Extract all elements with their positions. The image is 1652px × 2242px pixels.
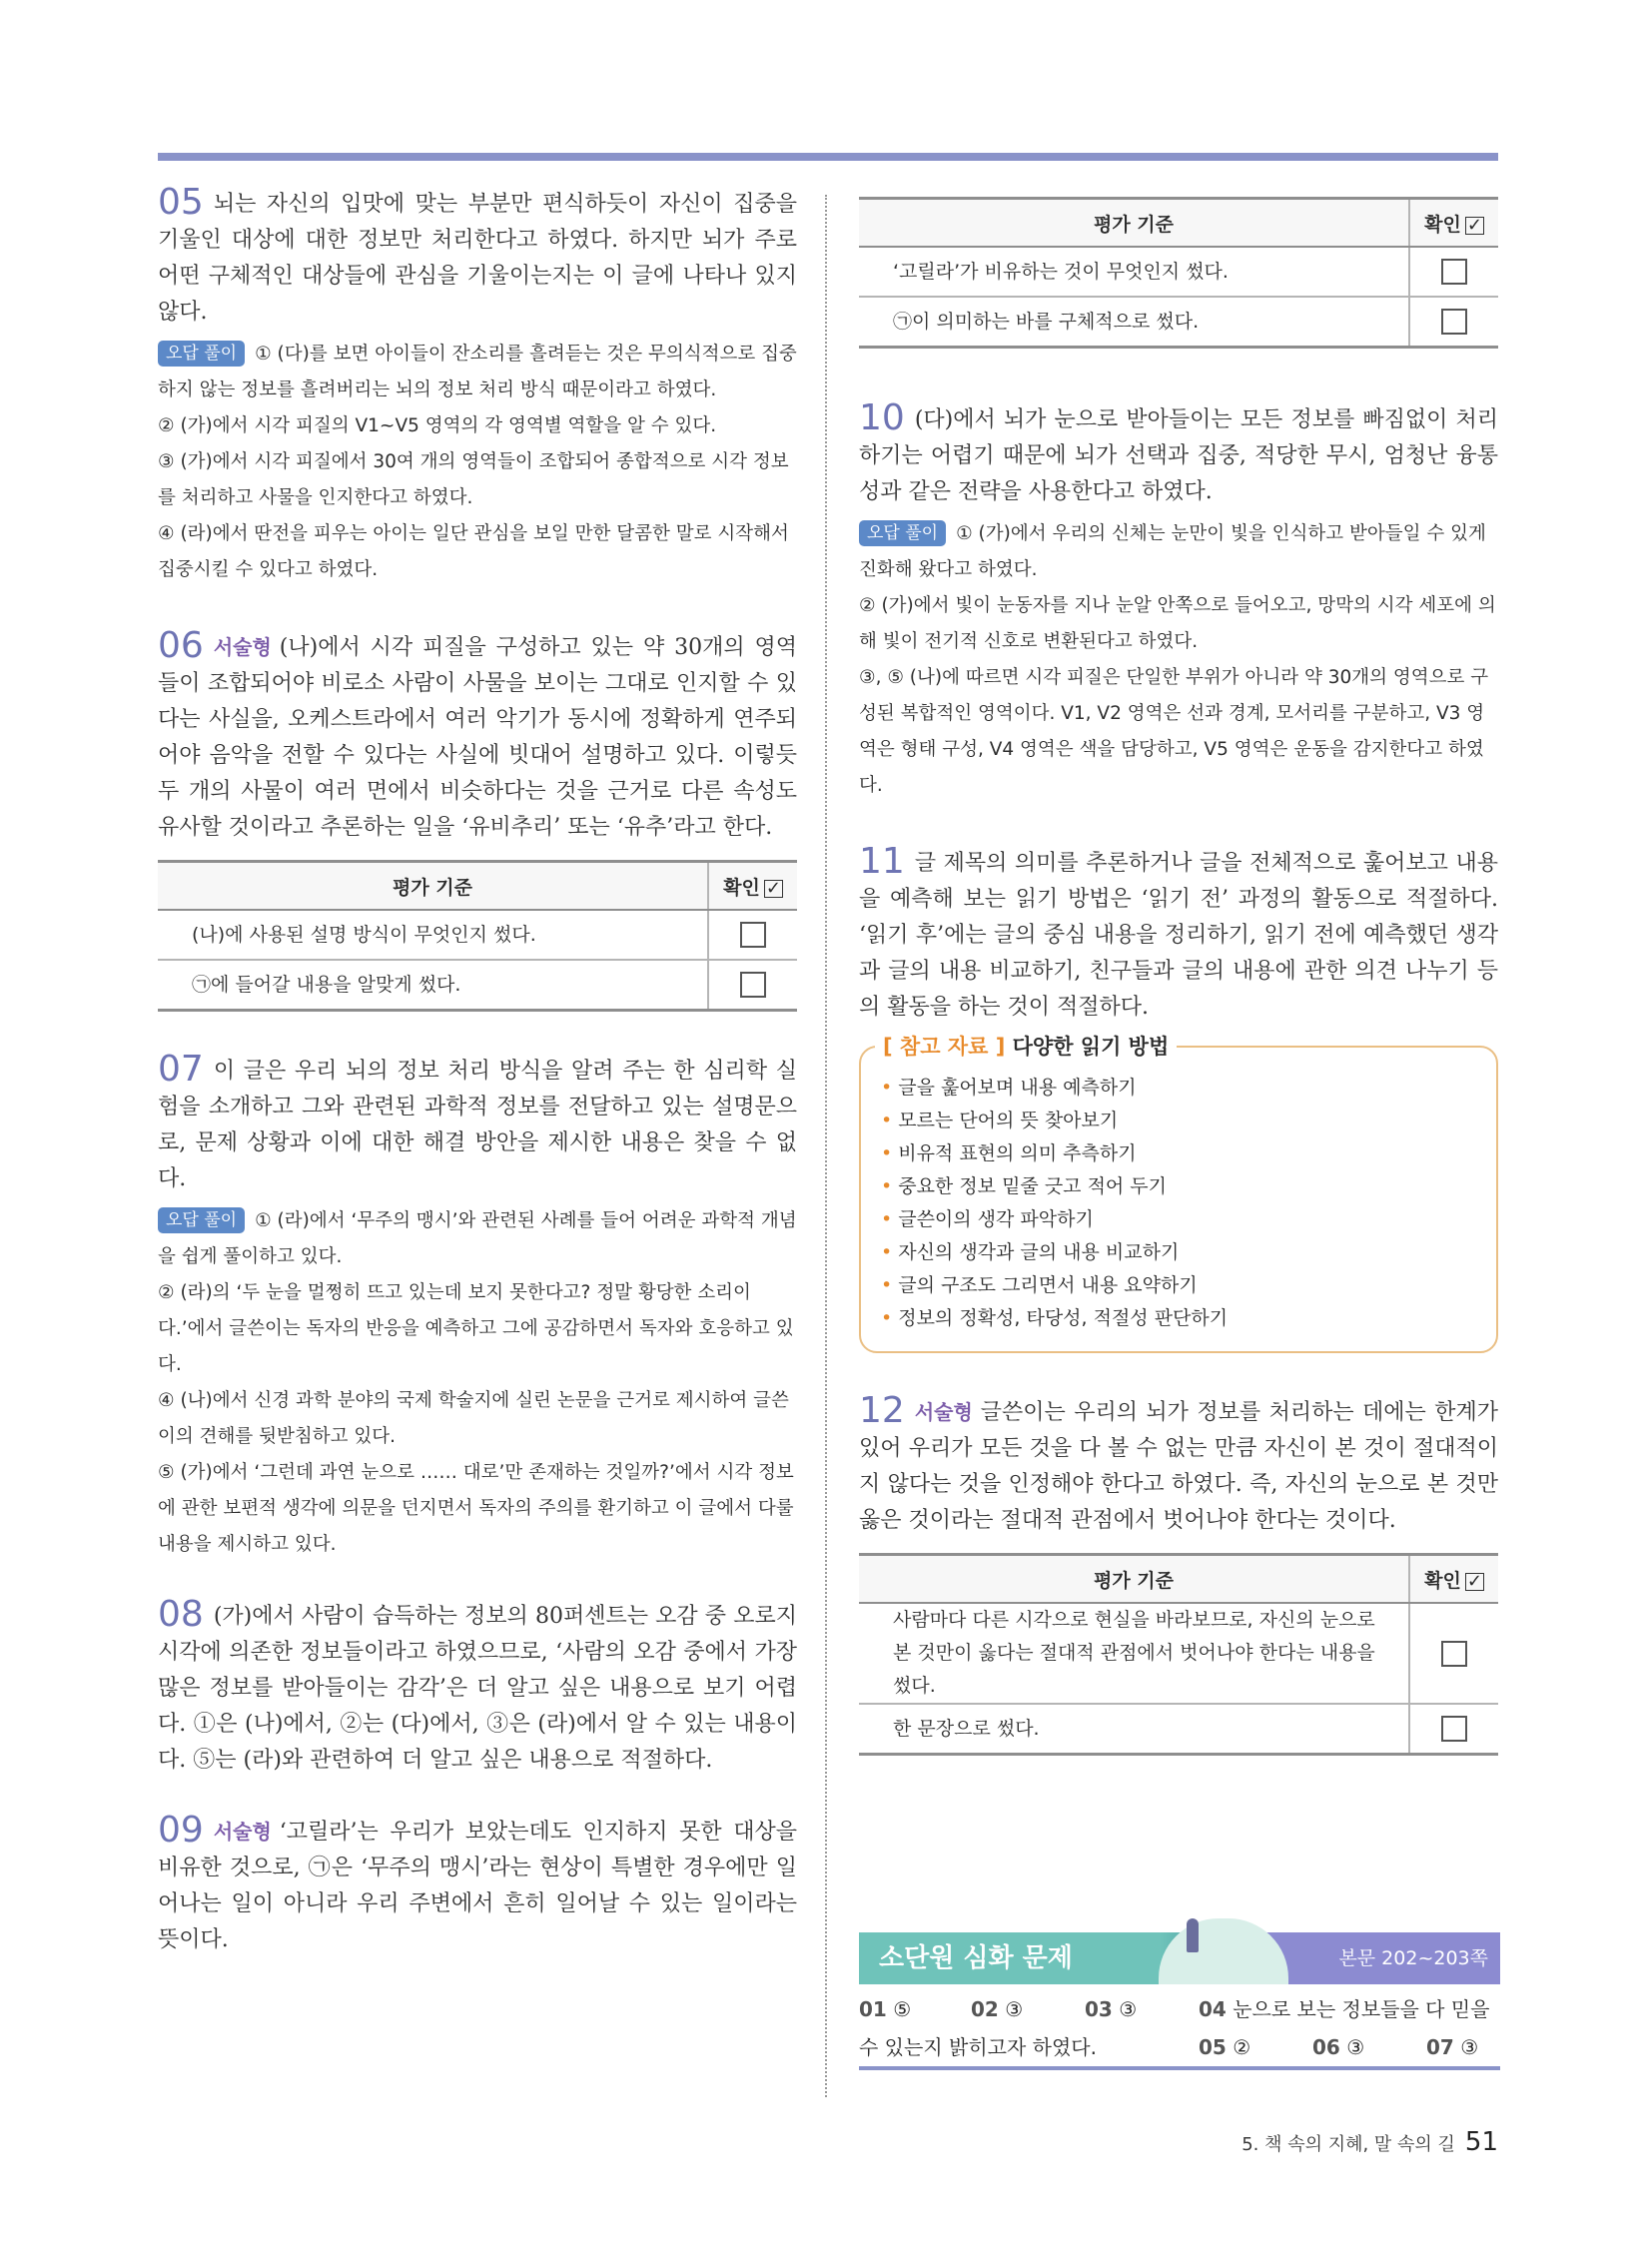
page-number: 51 — [1464, 2127, 1498, 2157]
checkmark-icon: ✓ — [1466, 214, 1482, 236]
unit-title: 소단원 심화 문제 — [879, 1943, 1073, 1973]
criteria-row: ㉠이 의미하는 바를 구체적으로 썼다. — [859, 297, 1409, 348]
note-item: ① (라)에서 ‘무주의 맹시’와 관련된 사례를 들어 어려운 과학적 개념을 쉽게 풀이하고 있다. — [158, 1210, 797, 1267]
check-header: 확인 — [1424, 213, 1461, 236]
checkbox[interactable] — [740, 972, 766, 998]
question-number: 06 — [158, 625, 204, 666]
checkbox[interactable] — [1441, 309, 1467, 335]
question-12 — [859, 1390, 1498, 1756]
question-explanation: 이 글은 우리 뇌의 정보 처리 방식을 알려 주는 한 심리학 실험을 소개하고 그와 관련된 과학적 정보를 전달하고 있는 설명문으로, 문제 상황과 이에 대한 해결 방안을 제시한 내용은 찾을 수 없다. — [158, 1059, 797, 1191]
question-10 — [859, 397, 1498, 804]
unit-header-bar — [859, 1932, 1500, 1984]
criteria-header: 평가 기준 — [859, 1555, 1409, 1604]
list-item: • 글쓴이의 생각 파악하기 — [881, 1203, 1476, 1236]
question-number: 10 — [859, 397, 905, 438]
descriptive-tag: 서술형 — [914, 1400, 973, 1424]
wrong-answer-badge: 오답 풀이 — [859, 520, 946, 546]
question-05 — [158, 182, 797, 588]
question-explanation: 글 제목의 의미를 추론하거나 글을 전체적으로 훑어보고 내용을 예측해 보는 읽기 방법은 ‘읽기 전’ 과정의 활동으로 적절하다. ‘읽기 후’에는 글의 중심 내용을 정리하기, 읽기 전에 예측했던 생각과 글의 내용 비교하기, 친구들과 글의 내용에 관한 의견 나누기 등의 활동을 하는 것이 적절하다. — [859, 851, 1498, 1020]
list-item: • 글을 훑어보며 내용 예측하기 — [881, 1072, 1476, 1105]
reference-label: 참고 자료 — [899, 1035, 989, 1059]
unit-deep-questions — [859, 1932, 1500, 2110]
note-item: ② (라)의 ‘두 눈을 멀쩡히 뜨고 있는데 보지 못한다고? 정말 황당한 소리이다.’에서 글쓴이는 독자의 반응을 예측하고 그에 공감하면서 독자와 호응하고 있다. — [158, 1282, 794, 1375]
evaluation-table — [859, 1553, 1498, 1756]
column-divider — [825, 195, 827, 2097]
criteria-row: 한 문장으로 썼다. — [859, 1704, 1409, 1755]
reading-method-list — [881, 1072, 1476, 1335]
question-number: 05 — [158, 182, 204, 223]
question-number: 12 — [859, 1390, 905, 1431]
evaluation-table — [158, 860, 797, 1012]
wrong-answer-notes — [158, 1203, 797, 1563]
question-number: 07 — [158, 1049, 204, 1090]
question-explanation: 글쓴이는 우리의 뇌가 정보를 처리하는 데에는 한계가 있어 우리가 모든 것을 다 볼 수 없는 만큼 자신이 본 것이 절대적이지 않다는 것을 인정해야 한다고 하였다. 즉, 자신의 눈으로 본 것만 옳은 것이라는 절대적 관점에서 벗어나야 한다는 것이다. — [859, 1400, 1498, 1533]
unit-page-ref: 본문 202~203쪽 — [1338, 1947, 1488, 1969]
wrong-answer-notes — [859, 516, 1498, 804]
answer-item: 01 ⑤ — [859, 1997, 912, 2021]
evaluation-table-q09 — [859, 197, 1498, 349]
answer-item: 06 ③ — [1312, 2035, 1365, 2059]
question-explanation: 뇌는 자신의 입맛에 맞는 부분만 편식하듯이 자신이 집중을 기울인 대상에 대한 정보만 처리한다고 하였다. 하지만 뇌가 주로 어떤 구체적인 대상들에 관심을 기울이는지는 이 글에 나타나 있지 않다. — [158, 192, 797, 325]
page-footer — [1229, 2127, 1498, 2157]
checkbox[interactable] — [740, 922, 766, 948]
question-explanation: ‘고릴라’는 우리가 보았는데도 인지하지 못한 대상을 비유한 것으로, ㉠은 ‘무주의 맹시’라는 현상이 특별한 경우에만 일어나는 일이 아니라 우리 주변에서 흔히 일어날 수 있는 일이라는 뜻이다. — [158, 1820, 797, 1952]
question-explanation: (다)에서 뇌가 눈으로 받아들이는 모든 정보를 빠짐없이 처리하기는 어렵기 때문에 뇌가 선택과 집중, 적당한 무시, 엄청난 융통성과 같은 전략을 사용한다고 하였다. — [859, 407, 1498, 504]
list-item: • 정보의 정확성, 타당성, 적절성 판단하기 — [881, 1302, 1476, 1335]
question-11 — [859, 841, 1498, 1353]
note-item: ① (가)에서 우리의 신체는 눈만이 빛을 인식하고 받아들일 수 있게 진화해 왔다고 하였다. — [859, 523, 1486, 580]
answer-list — [859, 1984, 1500, 2070]
question-07 — [158, 1049, 797, 1563]
question-08 — [158, 1594, 797, 1779]
wrong-answer-badge: 오답 풀이 — [158, 1207, 245, 1233]
chapter-title: 5. 책 속의 지혜, 말 속의 길 — [1241, 2134, 1455, 2155]
list-item: • 자신의 생각과 글의 내용 비교하기 — [881, 1236, 1476, 1269]
answer-item: 07 ③ — [1426, 2035, 1479, 2059]
question-06 — [158, 625, 797, 1012]
answer-item: 03 ③ — [1085, 1997, 1138, 2021]
checkmark-icon: ✓ — [1466, 1570, 1482, 1592]
criteria-row: 사람마다 다른 시각으로 현실을 바라보므로, 자신의 눈으로 본 것만이 옳다는 절대적 관점에서 벗어나야 한다는 내용을 썼다. — [859, 1603, 1409, 1704]
note-item: ② (가)에서 빛이 눈동자를 지나 눈알 안쪽으로 들어오고, 망막의 시각 세포에 의해 빛이 전기적 신호로 변환된다고 하였다. — [859, 595, 1496, 652]
note-item: ④ (나)에서 신경 과학 분야의 국제 학술지에 실린 논문을 근거로 제시하여 글쓴이의 견해를 뒷받침하고 있다. — [158, 1390, 789, 1447]
wrong-answer-notes — [158, 337, 797, 588]
question-number: 11 — [859, 841, 905, 882]
question-number: 08 — [158, 1594, 204, 1635]
question-explanation: (나)에서 시각 피질을 구성하고 있는 약 30개의 영역들이 조합되어야 비로소 사람이 사물을 보이는 그대로 인지할 수 있다는 사실을, 오케스트라에서 여러 악기가 동시에 정확하게 연주되어야 음악을 전할 수 있다는 사실에 빗대어 설명하고 있다. 이렇듯 두 개의 사물이 여러 면에서 비슷하다는 것을 근거로 다른 속성도 유사할 것이라고 추론하는 일을 ‘유비추리’ 또는 ‘유추’라고 한다. — [158, 635, 797, 840]
question-number: 09 — [158, 1810, 204, 1851]
descriptive-tag: 서술형 — [213, 1820, 272, 1844]
note-item: ② (가)에서 시각 피질의 V1~V5 영역의 각 영역별 역할을 알 수 있다. — [158, 415, 717, 436]
descriptive-tag: 서술형 — [213, 635, 272, 659]
check-header: 확인 — [1424, 1569, 1461, 1592]
list-item: • 비유적 표현의 의미 추측하기 — [881, 1137, 1476, 1170]
criteria-header: 평가 기준 — [158, 862, 708, 911]
checkmark-icon: ✓ — [765, 877, 781, 899]
decorative-bubble — [1159, 1918, 1288, 1984]
reference-box: [ 참고 자료 ] 다양한 읽기 방법 • 글을 훑어보며 내용 예측하기 • 모르는 단어의 뜻 찾아보기 • 비유적 표현의 의미 추측하기 • 중요한 정보 밑줄 긋고 적어 두기 • 글쓴이의 생각 파악하기 • 자신의 생각과 글의 내용 비교하기 • 글의 구조도 그리면서 내용 요약하기 • 정보의 정확성, 타당성, 적절성 판단하기 — [859, 1046, 1498, 1353]
figure-icon — [1187, 1918, 1199, 1952]
top-accent-bar — [158, 153, 1498, 161]
note-item: ③, ⑤ (나)에 따르면 시각 피질은 단일한 부위가 아니라 약 30개의 영역으로 구성된 복합적인 영역이다. V1, V2 영역은 선과 경계, 모서리를 구분하고, V3 영역은 형태 구성, V4 영역은 색을 담당하고, V5 영역은 운동을 감지한다고 하였다. — [859, 667, 1489, 796]
answer-item: 05 ② — [1199, 2035, 1251, 2059]
note-item: ① (다)를 보면 아이들이 잔소리를 흘려듣는 것은 무의식적으로 집중하지 않는 정보를 흘려버리는 뇌의 정보 처리 방식 때문이라고 하였다. — [158, 344, 797, 400]
answer-item: 02 ③ — [971, 1997, 1024, 2021]
checkbox[interactable] — [1441, 1641, 1467, 1667]
reference-title: 다양한 읽기 방법 — [1012, 1035, 1170, 1059]
list-item: • 모르는 단어의 뜻 찾아보기 — [881, 1105, 1476, 1137]
question-explanation: (가)에서 사람이 습득하는 정보의 80퍼센트는 오감 중 오로지 시각에 의존한 정보들이라고 하였으므로, ‘사람의 오감 중에서 가장 많은 정보를 받아들이는 감각’은 더 알고 싶은 내용으로 보기 어렵다. ①은 (나)에서, ②는 (다)에서, ③은 (라)에서 알 수 있는 내용이다. ⑤는 (라)와 관련하여 더 알고 싶은 내용으로 적절하다. — [158, 1604, 797, 1773]
answer-item: 수 있는지 밝히고자 하였다. — [859, 2035, 1097, 2059]
question-09 — [158, 1810, 797, 1958]
criteria-header: 평가 기준 — [859, 199, 1409, 248]
right-column — [859, 185, 1498, 1786]
criteria-row: ㉠에 들어갈 내용을 알맞게 썼다. — [158, 960, 708, 1011]
note-item: ④ (라)에서 딴전을 피우는 아이는 일단 관심을 보일 만한 달콤한 말로 시작해서 집중시킬 수 있다고 하였다. — [158, 523, 789, 580]
note-item: ⑤ (가)에서 ‘그런데 과연 눈으로 …… 대로’만 존재하는 것일까?’에서 시각 정보에 관한 보편적 생각에 의문을 던지면서 독자의 주의를 환기하고 이 글에서 다룰 내용을 제시하고 있다. — [158, 1462, 794, 1555]
answer-item: 04 눈으로 보는 정보들을 다 믿을 — [1199, 1997, 1490, 2021]
left-column — [158, 182, 797, 1988]
list-item: • 중요한 정보 밑줄 긋고 적어 두기 — [881, 1170, 1476, 1203]
checkbox[interactable] — [1441, 259, 1467, 285]
check-header: 확인 — [723, 876, 760, 899]
note-item: ③ (가)에서 시각 피질에서 30여 개의 영역들이 조합되어 종합적으로 시각 정보를 처리하고 사물을 인지한다고 하였다. — [158, 451, 789, 508]
checkbox[interactable] — [1441, 1716, 1467, 1742]
criteria-row: (나)에 사용된 설명 방식이 무엇인지 썼다. — [158, 910, 708, 960]
criteria-row: ‘고릴라’가 비유하는 것이 무엇인지 썼다. — [859, 247, 1409, 297]
wrong-answer-badge: 오답 풀이 — [158, 341, 245, 367]
list-item: • 글의 구조도 그리면서 내용 요약하기 — [881, 1269, 1476, 1302]
